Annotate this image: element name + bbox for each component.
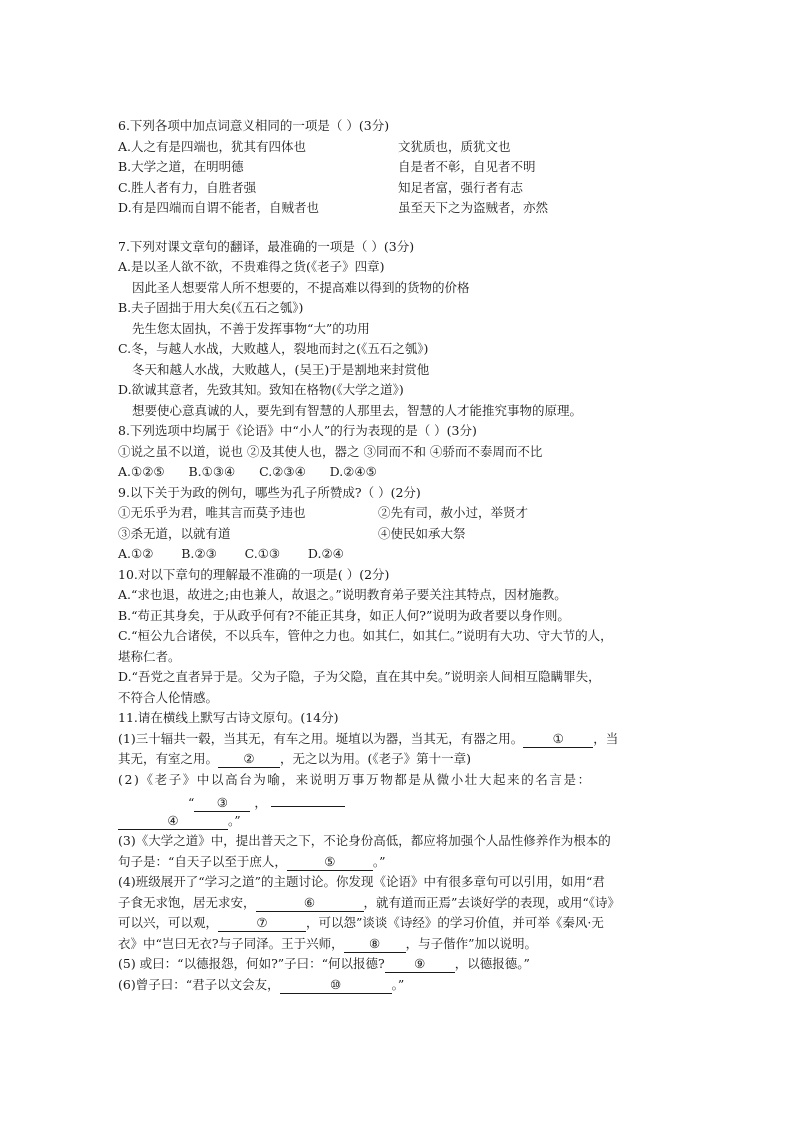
blank-7[interactable] — [218, 915, 306, 932]
blank-8[interactable] — [344, 936, 406, 953]
q10-option-a: A.“求也退，故进之;由也兼人，故退之。”说明教育弟子要关注其特点，因材施教。 — [118, 587, 567, 602]
blank-8-marker: ⑧ — [368, 935, 381, 951]
q9-item-1: ①无乐乎为君，唯其言而莫予违也 — [118, 505, 306, 520]
q11-part4-line3 — [118, 913, 678, 934]
blank-4[interactable] — [118, 813, 228, 830]
q11-stem: 11.请在横线上默写古诗文原句。(14分) — [118, 710, 339, 725]
blank-5-marker: ⑤ — [324, 853, 336, 869]
q7-option-a: A.是以圣人欲不欲，不贵难得之货(《老子》四章) — [118, 259, 385, 274]
blank-9[interactable] — [385, 956, 455, 973]
q11-part1-text-d: ，无之以为用。(《老子》第十一章) — [280, 751, 472, 766]
blank-6[interactable] — [256, 895, 364, 912]
q11-part3-text: 句子是：“自天子以至于庶人， — [118, 853, 287, 869]
exam-page — [118, 116, 678, 995]
q9-stem: 9.以下关于为政的例句，哪些为孔子所赞成?（ ）(2分) — [118, 484, 421, 500]
q9-item-2: ②先有司，赦小过，举贤才 — [378, 505, 529, 520]
q7-option-c: C.冬，与越人水战，大败越人，裂地而封之(《五石之瓠》) — [118, 341, 429, 356]
q10-option-b: B.“苟正其身矣，于从政乎何有?不能正其身，如正人何?”说明为政者要以身作则。 — [118, 607, 570, 623]
q11-part4-text-f: 衣》中“岂曰无衣?与子同泽。王于兴师， — [118, 935, 344, 951]
blank-1[interactable] — [523, 731, 593, 748]
q8-items: ①说之虽不以道，说也 ②及其使人也，器之 ③同而不和 ④骄而不泰周而不比 — [118, 443, 543, 459]
q11-part4-line1: (4)班级展开了“学习之道”的主题讨论。你发现《论语》中有很多章句可以引用，如用“君 — [118, 874, 605, 889]
q6-option-b-right: 自是者不彰，自见者不明 — [398, 159, 536, 174]
blank-5[interactable] — [287, 854, 373, 871]
q6-option-c-left: C.胜人者有力，自胜者强 — [118, 179, 257, 195]
blank-9-marker: ⑨ — [414, 956, 426, 971]
q11-part6-close: 。” — [391, 976, 405, 992]
blank-3[interactable] — [194, 795, 250, 812]
blank-6-marker: ⑥ — [303, 894, 316, 910]
q11-part6-text: (6)曾子曰：“君子以文会友， — [118, 976, 280, 992]
q8-choices: A.①②⑤ B.①③④ C.②③④ D.②④⑤ — [118, 464, 377, 479]
blank-7-marker: ⑦ — [256, 915, 268, 930]
q6-option-d-left: D.有是四端而自谓不能者，自贼者也 — [118, 200, 320, 215]
q8-stem: 8.下列选项中均属于《论语》中“小人”的行为表现的是（ ）(3分) — [118, 423, 477, 438]
q7-option-a-translation: 因此圣人想要常人所不想要的，不提高难以得到的货物的价格 — [132, 279, 470, 295]
q11-part3-close: 。” — [372, 853, 386, 869]
q6-option-b-left: B.大学之道，在明明德 — [118, 159, 244, 174]
q7-option-d: D.欲诚其意者，先致其知。致知在格物(《大学之道》) — [118, 382, 404, 397]
q10-option-d-line2: 不符合人伦情感。 — [118, 689, 219, 705]
q9-item-3: ③杀无道，以就有道 — [118, 525, 231, 541]
q10-option-d-line1: D.“吾党之直者异于是。父为子隐，子为父隐，直在其中矣。”说明亲人间相互隐瞒罪失， — [118, 669, 601, 684]
q9-items-row1 — [118, 503, 678, 524]
q11-part2-text: (2)《老子》中以高台为喻，来说明万事万物都是从微小壮大起来的名言是： — [118, 771, 592, 787]
q7-stem: 7.下列对课文章句的翻译，最准确的一项是（ ）(3分) — [118, 238, 415, 254]
q11-part4-text-g: ，与子偕作”加以说明。 — [405, 935, 537, 951]
q10-option-c-line2: 堪称仁者。 — [118, 648, 181, 664]
q11-part1-line2 — [118, 749, 678, 770]
q10-option-c-line1: C.“桓公九合诸侯，不以兵车，管仲之力也。如其仁，如其仁。”说明有大功、守大节的人， — [118, 628, 613, 643]
blank-10-marker: ⑩ — [330, 976, 342, 992]
blank-3-marker: ③ — [216, 795, 228, 810]
q7-option-b: B.夫子固拙于用大矣(《五石之瓠》) — [118, 300, 304, 315]
q9-items-row2 — [118, 524, 678, 545]
blank-1-marker: ① — [552, 730, 564, 746]
q7-option-d-translation: 想要使心意真诚的人，要先到有智慧的人那里去，智慧的人才能推究事物的原理。 — [132, 402, 583, 418]
q11-part5-close: ，以德报德。” — [454, 956, 530, 971]
q6-option-a — [118, 137, 678, 158]
q11-part4-text-b: 子食无求饱，居无求安， — [118, 894, 256, 910]
spacer — [118, 219, 678, 237]
q7-option-b-translation: 先生您太固执，不善于发挥事物“大”的功用 — [132, 320, 370, 336]
blank-3b[interactable] — [271, 790, 345, 807]
blank-2[interactable] — [218, 751, 280, 768]
q6-option-a-left: A.人之有是四端也，犹其有四体也 — [118, 138, 307, 154]
q11-part3-line1: (3)《大学之道》中，提出普天之下，不论身份高低，都应将加强个人品性修养作为根本的 — [118, 833, 611, 848]
q6-option-c-right: 知足者富，强行者有志 — [398, 179, 524, 195]
q11-part2-open-quote: “ — [188, 795, 195, 810]
q11-part2-line3 — [118, 811, 678, 832]
blank-2-marker: ② — [243, 751, 255, 766]
q11-part4-line2 — [118, 893, 678, 914]
q10-stem: 10.对以下章句的理解最不准确的一项是( ）(2分) — [118, 566, 390, 582]
q6-option-a-right: 文犹质也，质犹文也 — [398, 138, 511, 154]
q7-option-c-translation: 冬天和越人水战，大败越人，(吴王)于是割地来封赏他 — [132, 361, 430, 377]
q9-choices: A.①② B.②③ C.①③ D.②④ — [118, 546, 344, 561]
q11-part1-line1 — [118, 729, 678, 750]
q11-part2-line2 — [118, 790, 678, 811]
q11-part4-text-c: ，就有道而正焉”去谈好学的表现，或用“《诗》 — [363, 894, 621, 910]
q6-option-d-right: 虽至天下之为盗贼者，亦然 — [398, 200, 549, 215]
q6-option-d — [118, 198, 678, 219]
q11-part1-text-c: 其无，有室之用。 — [118, 751, 219, 766]
q11-part4-line4 — [118, 934, 678, 955]
q11-part6 — [118, 975, 678, 996]
q11-part5 — [118, 954, 678, 975]
q11-part1-text-b: ，当 — [593, 730, 619, 746]
q11-part3-line2 — [118, 852, 678, 873]
q11-part1-text: (1)三十辐共一毂，当其无，有车之用。埏埴以为器，当其无，有器之用。 — [118, 730, 524, 746]
blank-4-marker: ④ — [167, 812, 179, 828]
q11-part4-text-d: 可以兴，可以观， — [118, 915, 219, 930]
q11-part5-text: (5) 或曰：“以德报怨，何如?”子曰：“何以报德? — [118, 956, 385, 971]
q11-part2-close: 。” — [228, 812, 241, 828]
q9-item-4: ④使民如承大祭 — [378, 525, 466, 541]
q6-stem: 6.下列各项中加点词意义相同的一项是（ ）(3分) — [118, 118, 390, 133]
blank-10[interactable] — [280, 977, 392, 994]
q11-part4-text-e: ，可以怨”谈谈《诗经》的学习价值，并可举《秦风·无 — [306, 915, 604, 930]
q11-part2-comma: ， — [254, 795, 267, 810]
q11-part2-line1 — [118, 770, 678, 791]
q6-option-b — [118, 157, 678, 178]
q6-option-c — [118, 178, 678, 199]
